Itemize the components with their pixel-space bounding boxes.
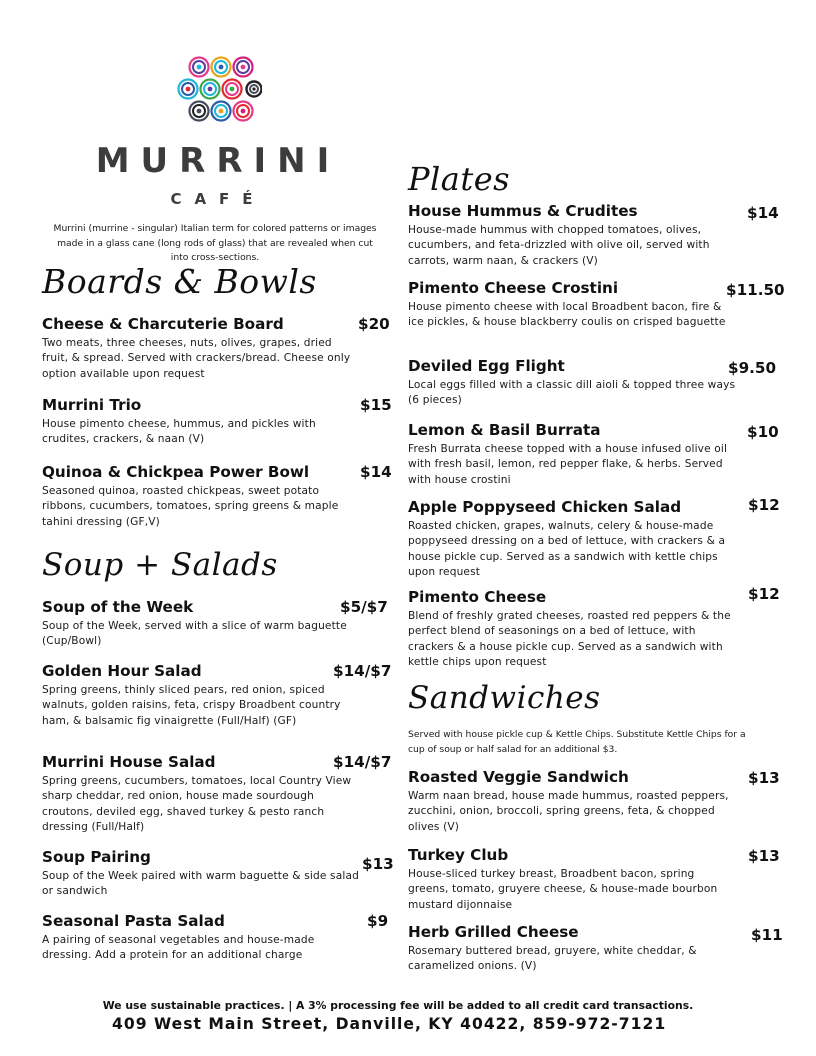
item-price: $9 [367,912,389,930]
logo-circle [212,102,231,121]
section-heading-plates: Plates [408,160,511,198]
logo-circle [201,80,220,99]
menu-item [42,661,392,729]
item-price: $14 [360,463,392,481]
item-price: $15 [360,396,392,414]
item-price: $14 [747,204,779,222]
item-name: House Hummus & Crudites [408,202,638,220]
menu-item [42,847,394,900]
menu-item [42,395,392,448]
brand-intro: Murrini (murrine - singular) Italian term for colored patterns or images made in a glass cane (long rods of glass) that are revealed when cut into cross-sections. [53,223,377,263]
section-heading-boards: Boards & Bowls [42,262,317,301]
item-price: $13 [748,847,780,865]
item-description: Fresh Burrata cheese topped with a house infused olive oil with fresh basil, lemon, red pepper flake, & herbs. Served with house crostini [408,443,728,486]
item-description: Spring greens, cucumbers, tomatoes, local Country View sharp cheddar, red onion, house made sourdough croutons, deviled egg, shaved turkey & pesto ranch dressing (Full/Half) [42,775,352,833]
item-price: $13 [748,769,780,787]
item-name: Lemon & Basil Burrata [408,421,601,439]
item-price: $5/$7 [340,598,388,616]
item-name: Cheese & Charcuterie Board [42,315,284,333]
item-description: Spring greens, thinly sliced pears, red onion, spiced walnuts, golden raisins, feta, crispy Broadbent country ham, & balsamic fig vinaigrette (Full/Half) (GF) [42,684,341,727]
item-price: $14/$7 [333,753,392,771]
item-price: $11.50 [726,281,785,299]
logo-circle [190,102,209,121]
item-name: Golden Hour Salad [42,662,202,680]
item-name: Soup of the Week [42,598,194,616]
item-price: $14/$7 [333,662,392,680]
item-description: Roasted chicken, grapes, walnuts, celery & house-made poppyseed dressing on a bed of lettuce, with crackers & a house pickle cup. Served as a sandwich with kettle chips upon request [408,520,726,578]
item-name: Deviled Egg Flight [408,357,565,375]
logo-circle [190,58,209,77]
menu-item [42,597,388,650]
item-name: Soup Pairing [42,848,151,866]
item-price: $10 [747,423,779,441]
item-name: Murrini Trio [42,396,142,414]
item-price: $11 [751,926,783,944]
item-price: $12 [748,585,780,603]
brand-subtitle: CAFÉ [170,190,266,208]
item-name: Pimento Cheese [408,588,547,606]
item-description: House pimento cheese with local Broadbent bacon, fire & ice pickles, & house blackberry coulis on crisped baguette [408,301,726,329]
logo-circle [234,102,253,121]
menu-item [42,314,390,382]
item-price: $12 [748,496,780,514]
item-description: House-made hummus with chopped tomatoes, olives, cucumbers, and feta-drizzled with olive oil, served with carrots, warm naan, & crackers (V) [408,224,710,267]
item-description: Two meats, three cheeses, nuts, olives, grapes, dried fruit, & spread. Served with crackers/bread. Cheese only option available upon request [42,337,351,380]
item-name: Quinoa & Chickpea Power Bowl [42,463,310,481]
item-price: $9.50 [728,359,777,377]
menu-item [408,201,779,269]
menu-item [408,922,783,975]
item-name: Roasted Veggie Sandwich [408,768,629,786]
menu-item [42,911,389,964]
menu-item [408,585,780,670]
logo-circle [223,80,242,99]
footer-address: 409 West Main Street, Danville, KY 40422, 859-972-7121 [112,1015,667,1033]
logo-circle [212,58,231,77]
section-heading-sandwiches: Sandwiches [408,680,601,716]
item-description: Soup of the Week, served with a slice of warm baguette (Cup/Bowl) [42,620,347,648]
item-description: Seasoned quinoa, roasted chickpeas, sweet potato ribbons, cucumbers, tomatoes, spring greens & maple tahini dressing (GF,V) [42,485,339,528]
menu-item [408,767,780,835]
menu-item [408,845,780,913]
logo-circle [179,80,198,99]
menu-item [408,278,785,331]
menu-item [42,752,392,835]
logo-circle [234,58,253,77]
item-description: Local eggs filled with a classic dill aioli & topped three ways (6 pieces) [408,379,736,407]
brand-name: MURRINI [95,141,341,181]
item-name: Murrini House Salad [42,753,216,771]
item-description: House pimento cheese, hummus, and pickles with crudites, crackers, & naan (V) [42,418,316,446]
section-heading-soups: Soup + Salads [42,547,278,583]
item-description: Soup of the Week paired with warm baguette & side salad or sandwich [42,870,359,898]
item-name: Apple Poppyseed Chicken Salad [408,498,682,516]
item-description: A pairing of seasonal vegetables and house-made dressing. Add a protein for an additional charge [42,934,315,962]
menu-item [408,356,777,409]
menu-item [408,420,779,488]
logo-circle [247,82,262,97]
item-description: Blend of freshly grated cheeses, roasted red peppers & the perfect blend of seasonings on a bed of lettuce, with crackers & a house pickle cup. Served as a sandwich with kettle chips upon request [408,610,731,668]
menu-item [42,462,392,530]
menu-item [408,496,780,580]
item-description: Rosemary buttered bread, gruyere, white cheddar, & caramelized onions. (V) [408,945,697,973]
sandwiches-note: Served with house pickle cup & Kettle Chips. Substitute Kettle Chips for a cup of soup or half salad for an additional $3. [408,729,746,755]
item-name: Seasonal Pasta Salad [42,912,225,930]
item-description: House-sliced turkey breast, Broadbent bacon, spring greens, tomato, gruyere cheese, & house-made bourbon mustard dijonnaise [408,868,718,911]
item-name: Turkey Club [408,846,509,864]
footer-note: We use sustainable practices. | A 3% processing fee will be added to all credit card transactions. [102,999,694,1012]
item-price: $20 [358,315,390,333]
item-price: $13 [362,855,394,873]
item-name: Pimento Cheese Crostini [408,279,619,297]
murrini-logo [172,56,262,132]
item-name: Herb Grilled Cheese [408,923,579,941]
item-description: Warm naan bread, house made hummus, roasted peppers, zucchini, onion, broccoli, spring greens, feta, & chopped olives (V) [408,790,729,833]
